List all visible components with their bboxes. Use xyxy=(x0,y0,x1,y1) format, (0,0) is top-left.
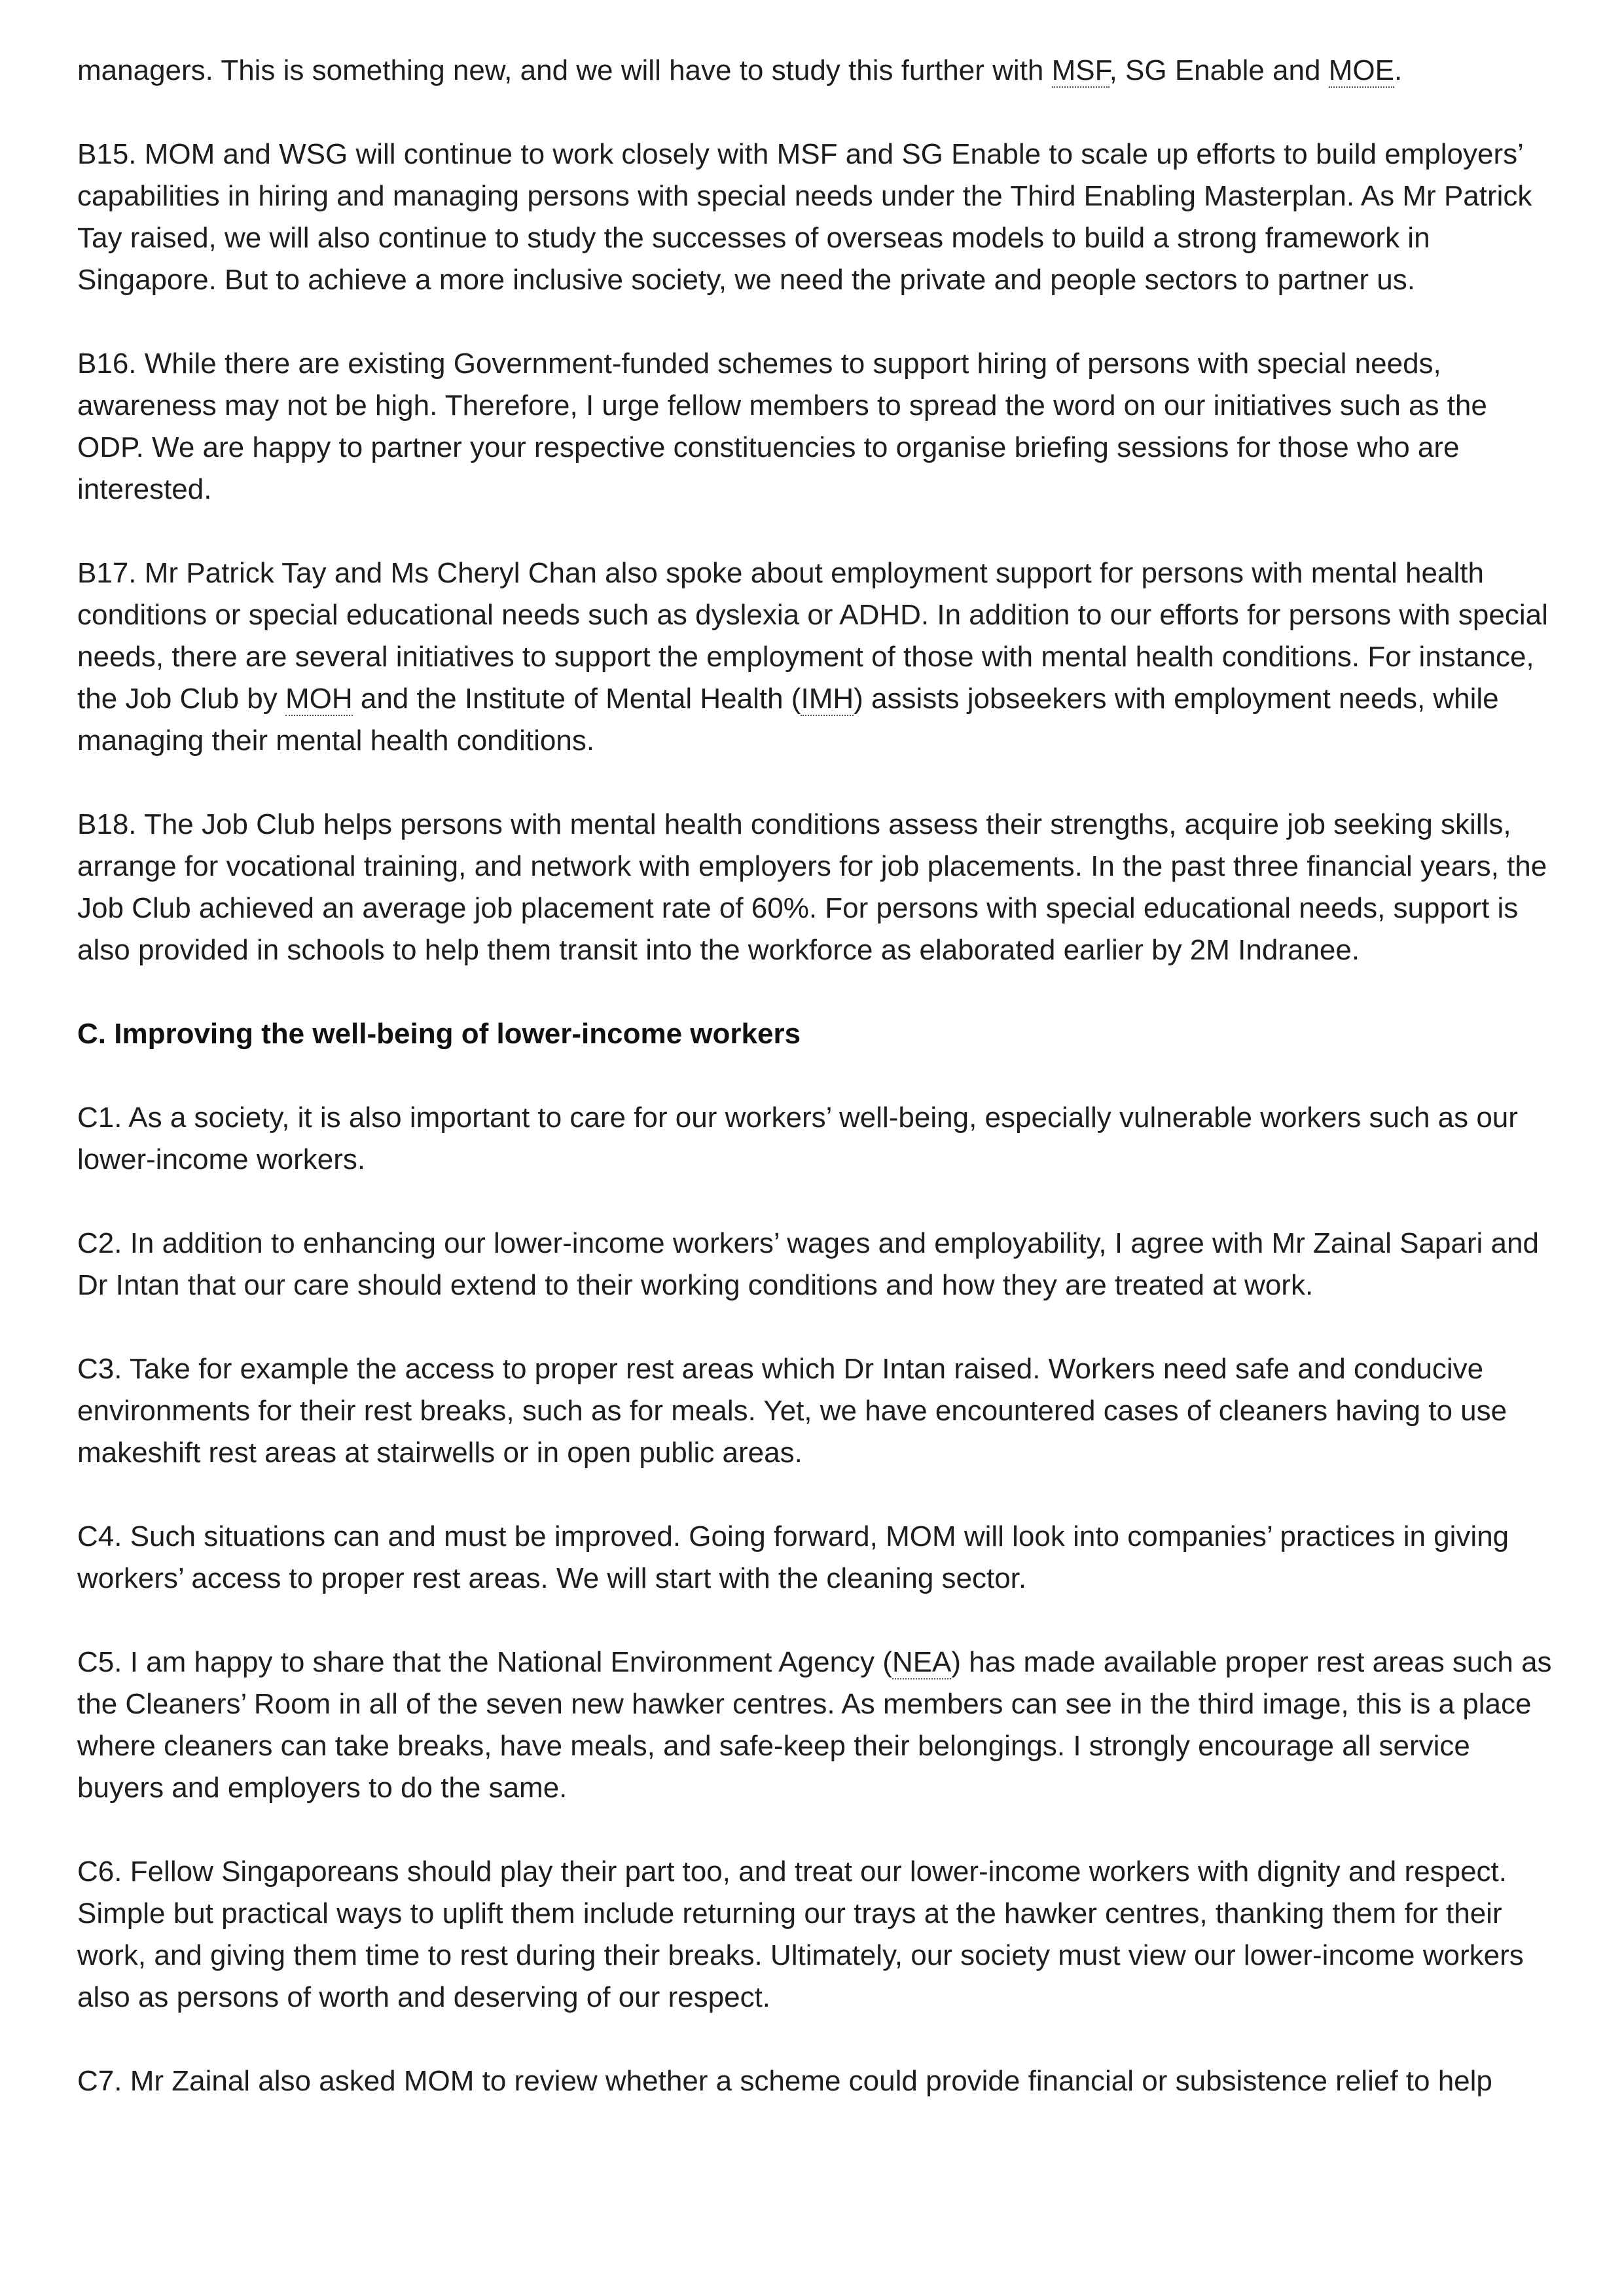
b17-text-2: and the Institute of Mental Health ( xyxy=(352,683,801,715)
abbr-moh[interactable]: MOH xyxy=(285,683,353,715)
paragraph-c4: C4. Such situations can and must be improved. Going forward, MOM will look into companies’ practices in giving workers’ access to proper rest areas. We will start with the cleaning sector. xyxy=(77,1520,1509,1594)
c5-text-1: C5. I am happy to share that the National Environment Agency ( xyxy=(77,1646,892,1678)
paragraph-b16: B16. While there are existing Government-funded schemes to support hiring of persons with special needs, awareness may not be high. Therefore, I urge fellow members to spread the word on our initiatives such as the ODP. We are happy to partner your respective constituencies to organise briefing sessions for those who are interested. xyxy=(77,348,1487,505)
c5-text-2: ) has made available proper rest areas such as the Cleaners’ Room in all of the seven new hawker centres. As members can see in the third image, this is a place where cleaners can take breaks, have meals, and safe-keep their belongings. I strongly encourage all service buyers and employers to do the same. xyxy=(77,1646,1552,1804)
intro-text-3: . xyxy=(1394,54,1403,86)
abbr-imh[interactable]: IMH xyxy=(801,683,854,715)
paragraph-c6: C6. Fellow Singaporeans should play their part too, and treat our lower-income workers with dignity and respect. Simple but practical ways to uplift them include returning our trays at the hawker centres, thanking them for their work, and giving them time to rest during their breaks. Ultimately, our society must view our lower-income workers also as persons of worth and deserving of our respect. xyxy=(77,1856,1524,2013)
abbr-msf[interactable]: MSF xyxy=(1051,54,1110,86)
abbr-moe[interactable]: MOE xyxy=(1328,54,1394,86)
document-page xyxy=(77,50,1557,2144)
section-c-heading: C. Improving the well-being of lower-income workers xyxy=(77,1018,801,1050)
intro-text-1: managers. This is something new, and we will have to study this further with xyxy=(77,54,1052,86)
paragraph-b17 xyxy=(77,552,1557,762)
b17-text-3: ) assists jobseekers with employment needs, while managing their mental health conditions. xyxy=(77,683,1499,757)
b17-text-1: B17. Mr Patrick Tay and Ms Cheryl Chan also spoke about employment support for persons with mental health conditions or special educational needs such as dyslexia or ADHD. In addition to our efforts for persons with special needs, there are several initiatives to support the employment of those with mental health conditions. For instance, the Job Club by xyxy=(77,557,1548,715)
intro-text-2: , SG Enable and xyxy=(1109,54,1329,86)
abbr-nea[interactable]: NEA xyxy=(892,1646,952,1678)
paragraph-intro xyxy=(77,50,1557,92)
paragraph-b15: B15. MOM and WSG will continue to work closely with MSF and SG Enable to scale up efforts to build employers’ capabilities in hiring and managing persons with special needs under the Third Enabling Masterplan. As Mr Patrick Tay raised, we will also continue to study the successes of overseas models to build a strong framework in Singapore. But to achieve a more inclusive society, we need the private and people sectors to partner us. xyxy=(77,138,1532,296)
paragraph-c7: C7. Mr Zainal also asked MOM to review whether a scheme could provide financial or subsistence relief to help xyxy=(77,2065,1492,2097)
paragraph-c1: C1. As a society, it is also important to care for our workers’ well-being, especially vulnerable workers such as our lower-income workers. xyxy=(77,1102,1518,1175)
paragraph-c2: C2. In addition to enhancing our lower-income workers’ wages and employability, I agree with Mr Zainal Sapari and Dr Intan that our care should extend to their working conditions and how they are treated at work. xyxy=(77,1227,1539,1301)
paragraph-c5 xyxy=(77,1641,1557,1809)
paragraph-c3: C3. Take for example the access to proper rest areas which Dr Intan raised. Workers need safe and conducive environments for their rest breaks, such as for meals. Yet, we have encountered cases of cleaners having to use makeshift rest areas at stairwells or in open public areas. xyxy=(77,1353,1507,1469)
paragraph-b18: B18. The Job Club helps persons with mental health conditions assess their strengths, acquire job seeking skills, arrange for vocational training, and network with employers for job placements. In the past three financial years, the Job Club achieved an average job placement rate of 60%. For persons with special educational needs, support is also provided in schools to help them transit into the workforce as elaborated earlier by 2M Indranee. xyxy=(77,808,1547,966)
